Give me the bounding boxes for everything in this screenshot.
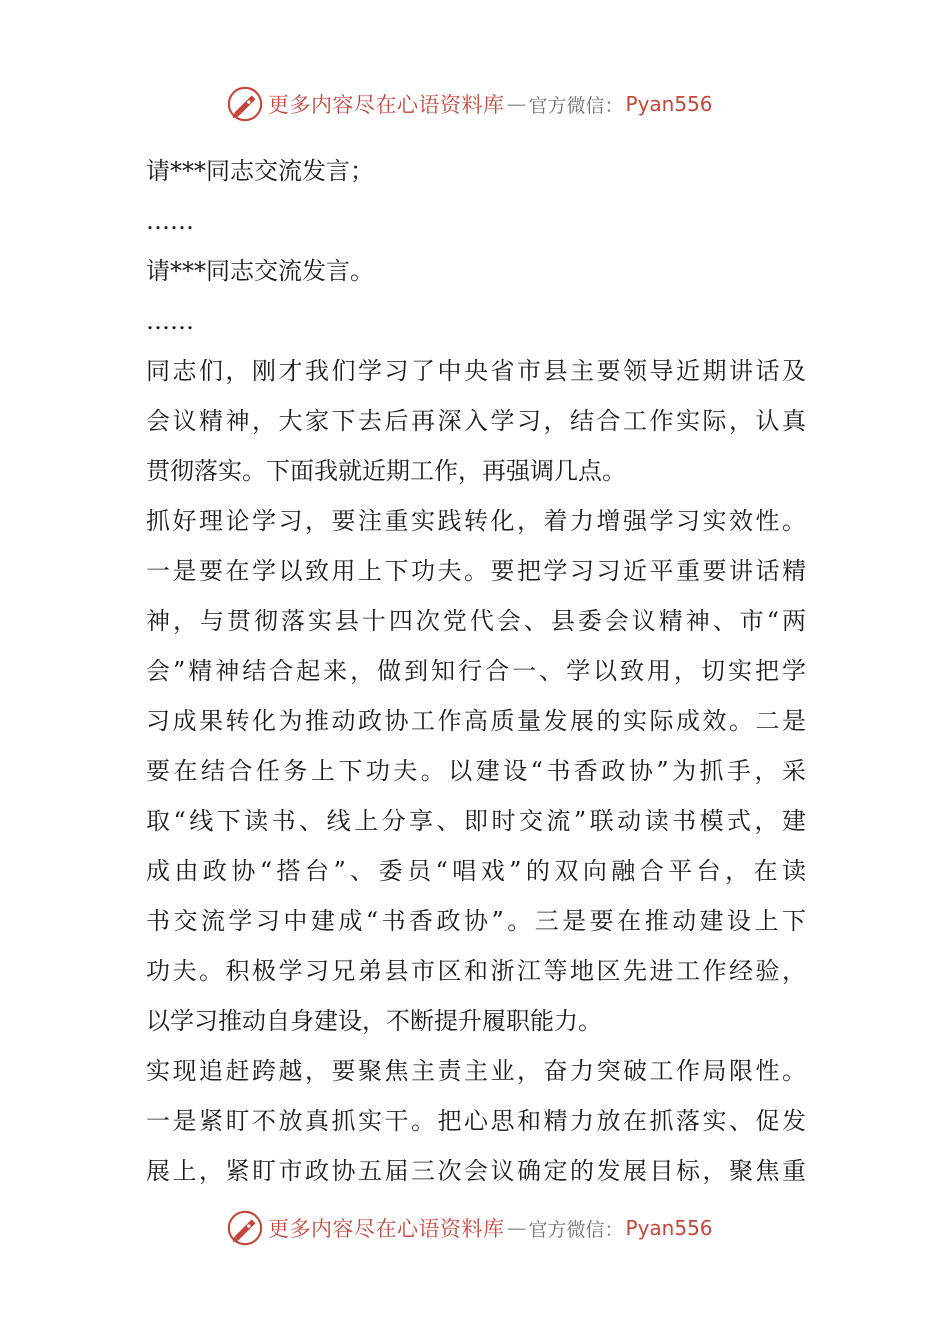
text-line: 请***同志交流发言； <box>146 157 374 185</box>
text-line: 实现追赶跨越，要聚焦主责主业，奋力突破工作局限性。 <box>146 1057 806 1085</box>
text-line: 会议精神，大家下去后再深入学习，结合工作实际，认真 <box>146 407 806 435</box>
text-line: 神，与贯彻落实县十四次党代会、县委会议精神、市“两 <box>146 607 806 635</box>
text-line: 抓好理论学习，要注重实践转化，着力增强学习实效性。 <box>146 507 806 535</box>
text-line: 会”精神结合起来，做到知行合一、学以致用，切实把学 <box>146 657 806 685</box>
text-line: 贯彻落实。下面我就近期工作，再强调几点。 <box>146 457 626 485</box>
document-body <box>146 146 806 1196</box>
text-line: …… <box>146 307 194 335</box>
header-watermark <box>226 82 746 126</box>
text-line: 展上，紧盯市政协五届三次会议确定的发展目标，聚焦重 <box>146 1157 806 1185</box>
watermark-wechat-id: Pyan556 <box>625 92 713 116</box>
text-line: 习成果转化为推动政协工作高质量发展的实际成效。二是 <box>146 707 806 735</box>
footer-watermark <box>226 1206 746 1250</box>
watermark-site-text: 更多内容尽在心语资料库 <box>268 1217 505 1241</box>
text-line: 书交流学习中建成“书香政协”。三是要在推动建设上下 <box>146 907 806 935</box>
watermark-wechat-label: 官方微信： <box>528 94 624 117</box>
text-line: 功夫。积极学习兄弟县市区和浙江等地区先进工作经验， <box>146 957 806 985</box>
watermark-separator: — <box>506 92 527 116</box>
text-line: 要在结合任务上下功夫。以建设“书香政协”为抓手，采 <box>146 757 806 785</box>
text-line: 请***同志交流发言。 <box>146 257 374 285</box>
pen-nib-logo-icon <box>226 85 264 123</box>
text-line: …… <box>146 207 194 235</box>
watermark-separator: — <box>506 1216 527 1240</box>
text-line: 成由政协“搭台”、委员“唱戏”的双向融合平台，在读 <box>146 857 806 885</box>
watermark-wechat-label: 官方微信： <box>528 1218 624 1241</box>
text-line: 同志们，刚才我们学习了中央省市县主要领导近期讲话及 <box>146 357 806 385</box>
watermark-site-text: 更多内容尽在心语资料库 <box>268 93 505 117</box>
watermark-wechat-id: Pyan556 <box>625 1216 713 1240</box>
pen-nib-logo-icon <box>226 1209 264 1247</box>
text-line: 以学习推动自身建设，不断提升履职能力。 <box>146 1007 602 1035</box>
text-line: 一是要在学以致用上下功夫。要把学习习近平重要讲话精 <box>146 557 806 585</box>
text-line: 一是紧盯不放真抓实干。把心思和精力放在抓落实、促发 <box>146 1107 806 1135</box>
text-line: 取“线下读书、线上分享、即时交流”联动读书模式，建 <box>146 807 806 835</box>
